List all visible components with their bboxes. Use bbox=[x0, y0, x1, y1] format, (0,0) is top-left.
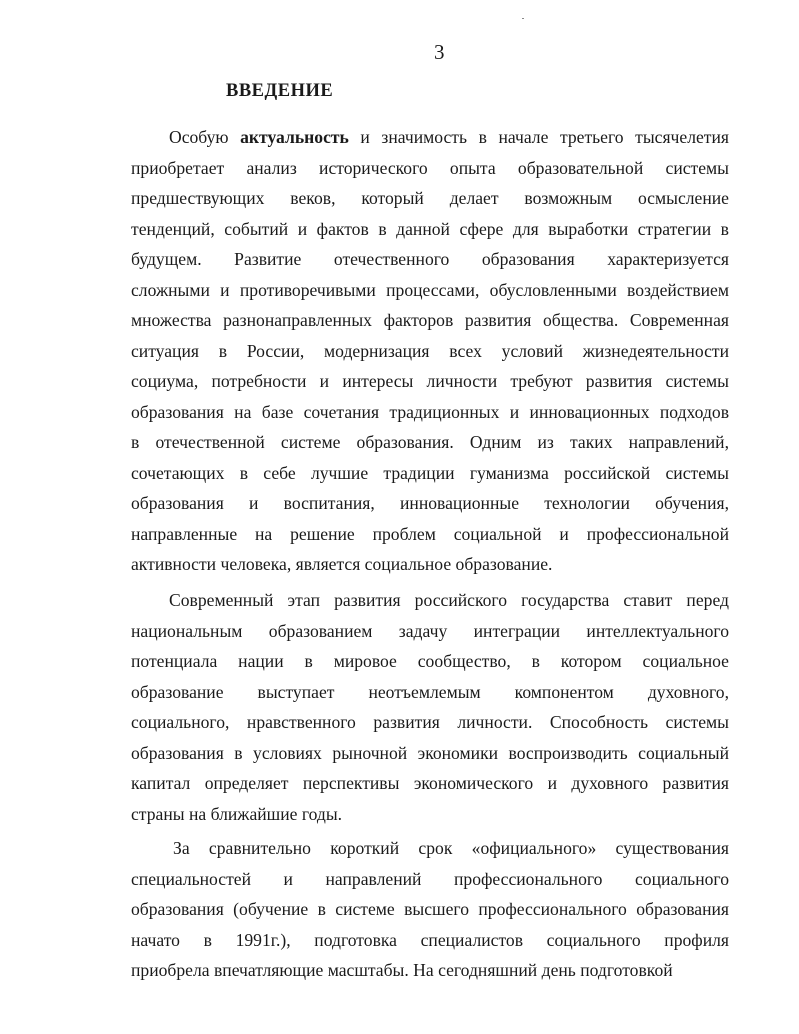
text-line: специальностей и направлений профессионального социального bbox=[131, 868, 729, 889]
text-line: За сравнительно короткий срок «официального» существования bbox=[173, 838, 729, 858]
text-line: тенденций, событий и фактов в данной сфере для выработки стратегии в bbox=[131, 218, 729, 239]
text-line: направленные на решение проблем социальной и профессиональной bbox=[131, 523, 729, 544]
page-number: 3 bbox=[434, 40, 445, 64]
text-run: Особую bbox=[169, 127, 241, 147]
text-line bbox=[131, 122, 729, 153]
text-line: социального, нравственного развития личности. Способность системы bbox=[131, 712, 729, 732]
text-line: множества разнонаправленных факторов развития общества. Современная bbox=[131, 310, 729, 330]
text-line: потенциала нации в мировое сообщество, в котором социальное bbox=[131, 651, 729, 671]
text-line: образование выступает неотъемлемым компонентом духовного, bbox=[131, 681, 729, 702]
text-line: капитал определяет перспективы экономического и духовного развития bbox=[131, 773, 729, 793]
text-line: в отечественной системе образования. Одним из таких направлений, bbox=[131, 432, 729, 452]
text-line: начато в 1991г.), подготовка специалистов социального профиля bbox=[131, 929, 729, 950]
text-line: сочетающих в себе лучшие традиции гуманизма российской системы bbox=[131, 462, 729, 483]
text-line: страны на ближайшие годы. bbox=[131, 803, 343, 824]
text-line: предшествующих веков, который делает возможным осмысление bbox=[131, 188, 729, 208]
emphasized-term: актуальность bbox=[240, 127, 349, 147]
text-line: сложными и противоречивыми процессами, обусловленными воздействием bbox=[131, 279, 729, 300]
text-line: будущем. Развитие отечественного образования характеризуется bbox=[131, 249, 729, 269]
text-line: Современный этап развития российского государства ставит перед bbox=[169, 590, 729, 610]
text-line: приобрела впечатляющие масштабы. На сегодняшний день подготовкой bbox=[131, 960, 673, 980]
paragraph-3 bbox=[131, 833, 729, 986]
text-line: национальным образованием задачу интеграции интеллектуального bbox=[131, 620, 729, 641]
text-line: активности человека, является социальное образование. bbox=[131, 554, 553, 574]
text-line: образования (обучение в системе высшего профессионального образования bbox=[131, 899, 729, 919]
paragraph-2 bbox=[131, 585, 729, 829]
text-run: и значимость в начале третьего тысячелетия bbox=[348, 127, 729, 147]
text-line: образования и воспитания, инновационные технологии обучения, bbox=[131, 493, 729, 513]
text-line: приобретает анализ исторического опыта образовательной системы bbox=[131, 157, 729, 178]
scan-speck bbox=[522, 18, 524, 19]
text-line: ситуация в России, модернизация всех условий жизнедеятельности bbox=[131, 340, 729, 361]
paragraph-1 bbox=[131, 122, 729, 580]
text-line: социума, потребности и интересы личности требуют развития системы bbox=[131, 371, 729, 391]
text-line: образования на базе сочетания традиционных и инновационных подходов bbox=[131, 401, 729, 422]
section-heading: ВВЕДЕНИЕ bbox=[226, 81, 334, 101]
text-line: образования в условиях рыночной экономики воспроизводить социальный bbox=[131, 742, 729, 763]
